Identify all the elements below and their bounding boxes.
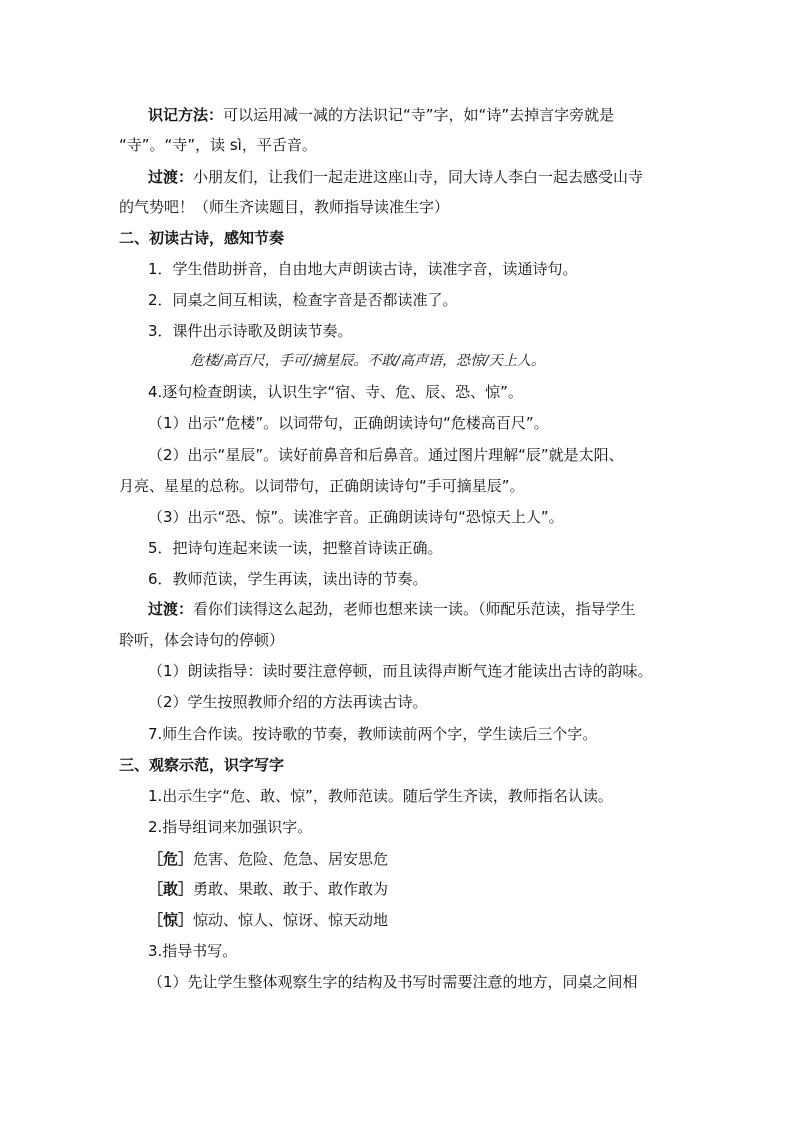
word-list-gan: 勇敢、果敢、敢于、敢作敢为 — [193, 880, 389, 898]
transition-text: 小朋友们，让我们一起走进这座山寺，同大诗人李白一起去感受山寺 — [193, 168, 644, 186]
step-2-4-2: （2）出示“星辰”。读好前鼻音和后鼻音。通过图片理解“辰”就是太阳、 — [148, 446, 624, 464]
paragraph-transition-1 — [148, 168, 794, 186]
step-2-6-2: （2）学生按照教师介绍的方法再读古诗。 — [148, 693, 428, 711]
step-3-1: 1.出示生字“危、敢、惊”，教师范读。随后学生齐读，教师指名认读。 — [148, 787, 613, 805]
word-group-gan — [148, 880, 794, 898]
step-3-3-1: （1）先让学生整体观察生字的结构及书写时需要注意的地方，同桌之间相 — [148, 973, 638, 991]
transition-label-2: 过渡： — [148, 600, 194, 618]
step-2-5: 5．把诗句连起来读一读，把整首诗读正确。 — [148, 539, 443, 557]
section-heading-3: 三、观察示范，识字写字 — [119, 756, 285, 774]
method-text-continued: “寺”。“寺”，读 sì，平舌音。 — [119, 136, 317, 154]
word-label-gan: ［敢］ — [148, 880, 194, 898]
transition-text-continued: 的气势吧！（师生齐读题目，教师指导读准生字） — [119, 198, 450, 216]
paragraph-method — [148, 106, 794, 124]
transition-text-2-continued: 聆听，体会诗句的停顿） — [119, 631, 285, 649]
step-2-7: 7.师生合作读。按诗歌的节奏，教师读前两个字，学生读后三个字。 — [148, 725, 598, 743]
step-3-2: 2.指导组词来加强识字。 — [148, 818, 313, 836]
transition-label: 过渡： — [148, 168, 194, 186]
step-2-6: 6．教师范读，学生再读，读出诗的节奏。 — [148, 570, 428, 588]
word-group-wei — [148, 850, 794, 868]
word-group-jing — [148, 911, 794, 929]
step-2-3: 3．课件出示诗歌及朗读节奏。 — [148, 322, 353, 340]
word-list-wei: 危害、危险、危急、居安思危 — [193, 850, 389, 868]
word-list-jing: 惊动、惊人、惊讶、惊天动地 — [193, 911, 389, 929]
step-2-4-3: （3）出示“恐、惊”。读准字音。正确朗读诗句“恐惊天上人”。 — [148, 508, 564, 526]
transition-text-2: 看你们读得这么起劲，老师也想来读一读。（师配乐范读，指导学生 — [193, 600, 636, 618]
method-label: 识记方法： — [148, 106, 224, 124]
step-2-1: 1．学生借助拼音，自由地大声朗读古诗，读准字音，读通诗句。 — [148, 260, 578, 278]
word-label-jing: ［惊］ — [148, 911, 194, 929]
poem-rhythm: 危楼/高百尺，手可/摘星辰。不敢/高声语，恐惊/天上人。 — [190, 353, 545, 369]
step-2-6-1: （1）朗读指导：读时要注意停顿，而且读得声断气连才能读出古诗的韵味。 — [148, 662, 653, 680]
method-text: 可以运用减一减的方法识记“寺”字，如“诗”去掉言字旁就是 — [223, 106, 615, 124]
paragraph-transition-2 — [148, 600, 794, 618]
step-3-3: 3.指导书写。 — [148, 942, 238, 960]
step-2-4-1: （1）出示“危楼”。以词带句，正确朗读诗句“危楼高百尺”。 — [148, 414, 549, 432]
step-2-4-2-continued: 月亮、星星的总称。以词带句，正确朗读诗句“手可摘星辰”。 — [119, 477, 525, 495]
step-2-2: 2．同桌之间互相读，检查字音是否都读准了。 — [148, 291, 458, 309]
word-label-wei: ［危］ — [148, 850, 194, 868]
section-heading-2: 二、初读古诗，感知节奏 — [119, 229, 285, 247]
step-2-4: 4.逐句检查朗读，认识生字“宿、寺、危、辰、恐、惊”。 — [148, 383, 523, 401]
